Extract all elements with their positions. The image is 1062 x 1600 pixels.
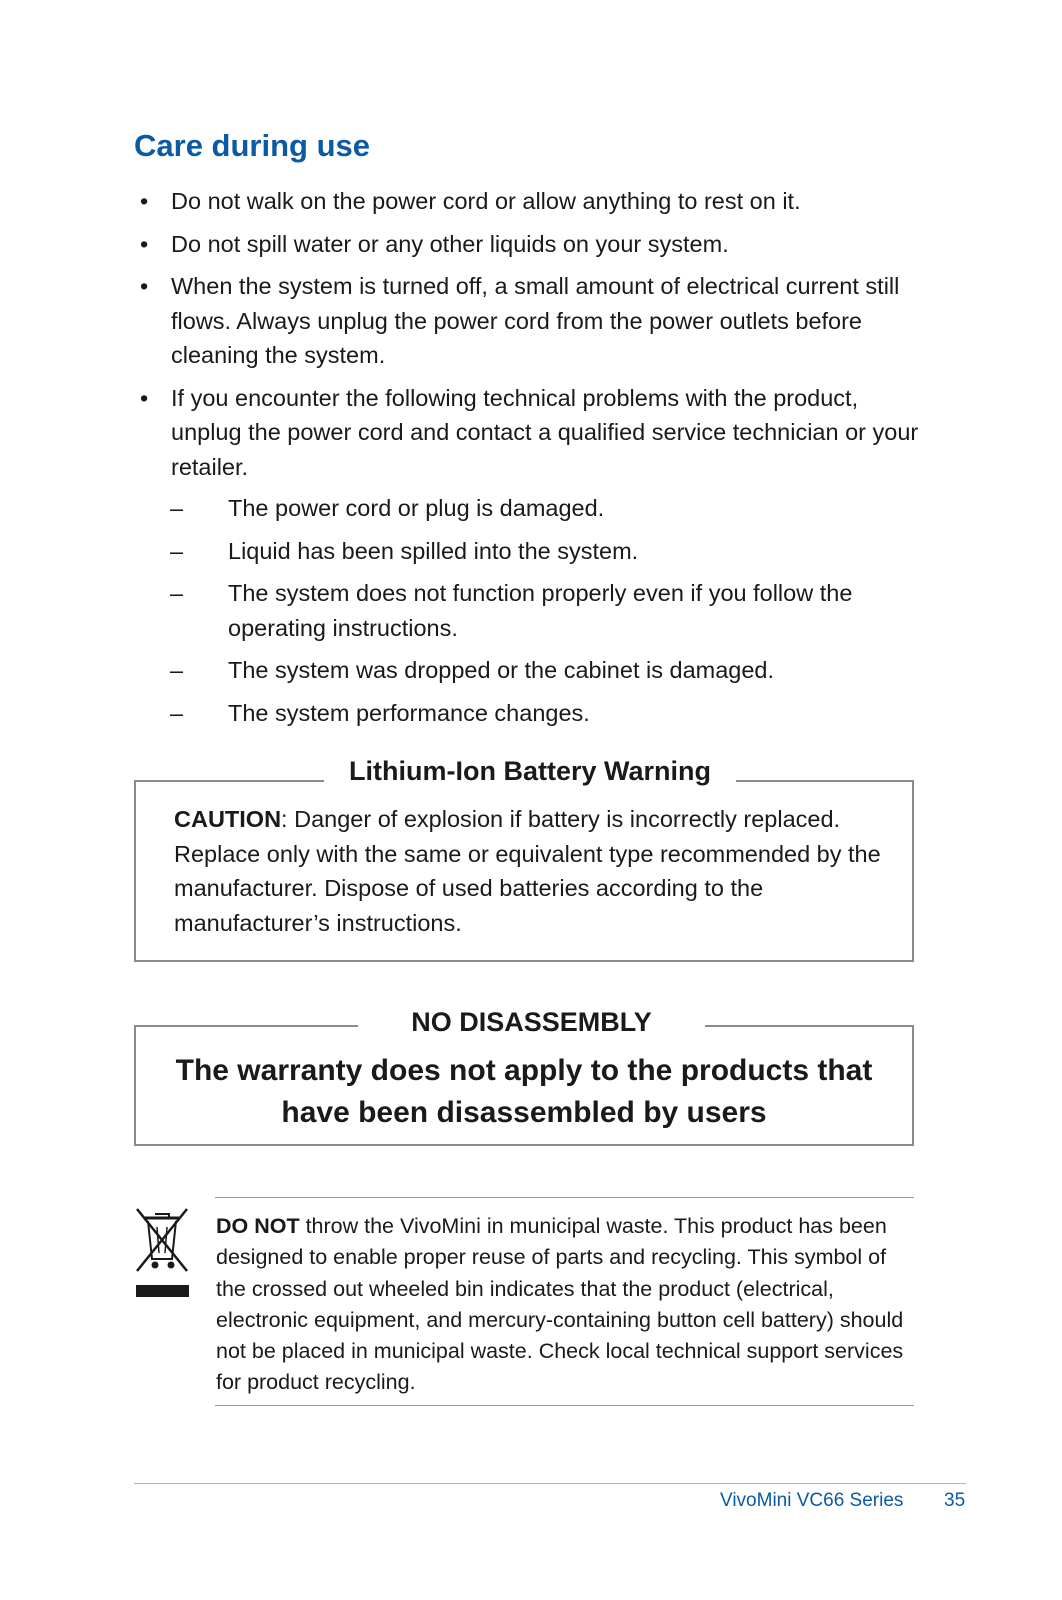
list-item [134, 227, 924, 262]
list-item [134, 269, 924, 373]
recycling-notice [216, 1211, 914, 1399]
no-disassembly-box [134, 1007, 914, 1146]
battery-warning-text [174, 802, 894, 940]
list-item [134, 184, 924, 219]
sub-list-item [170, 576, 890, 645]
sub-list-item [170, 696, 890, 731]
dash-mark: – [170, 495, 184, 521]
bullet-mark: • [140, 384, 149, 411]
no-disassembly-title: NO DISASSEMBLY [358, 1007, 705, 1038]
caution-text: : Danger of explosion if battery is incorrectly replaced. Replace only with the same or equivalent type recommended by the manufacturer. Dispose of used batteries according to the manufacturer’s instructions. [174, 806, 881, 936]
dash-mark: – [170, 537, 184, 564]
bullet-text: Do not spill water or any other liquids on your system. [171, 230, 729, 257]
sub-item-text: The system performance changes. [228, 699, 590, 726]
dash-mark: – [170, 699, 184, 726]
sub-item-text: Liquid has been spilled into the system. [228, 537, 639, 564]
bullet-mark: • [140, 230, 149, 257]
crossed-out-wheeled-bin-icon [135, 1207, 190, 1299]
battery-warning-title: Lithium-Ion Battery Warning [324, 756, 736, 787]
bullet-mark: • [140, 273, 149, 299]
recycling-text: throw the VivoMini in municipal waste. This product has been designed to enable proper reuse of parts and recycling. This symbol of the crossed out wheeled bin indicates that the product (electrical, electronic equipment, and mercury-containing button cell battery) should not be placed in municipal waste. Check local technical support services for product recycling. [216, 1214, 904, 1395]
list-item [134, 381, 924, 485]
divider [215, 1197, 914, 1198]
warranty-notice [136, 1050, 912, 1134]
footer-divider [134, 1483, 966, 1484]
bullet-text: Do not walk on the power cord or allow anything to rest on it. [171, 188, 801, 214]
sub-item-text: The power cord or plug is damaged. [228, 495, 605, 521]
page-number: 35 [944, 1490, 966, 1511]
warranty-notice-line1: The warranty does not apply to the products that [175, 1054, 873, 1087]
sub-item-text: The system was dropped or the cabinet is damaged. [228, 657, 775, 683]
footer-series-name: VivoMini VC66 Series [720, 1490, 904, 1511]
sub-list-item [170, 534, 890, 569]
dash-mark: – [170, 657, 184, 683]
bullet-text: When the system is turned off, a small amount of electrical current still flows. Always unplug the power cord from the power outlets before cleaning the system. [171, 273, 900, 368]
bullet-mark: • [140, 188, 149, 214]
dash-mark: – [170, 580, 184, 606]
care-bullet-list [134, 184, 924, 492]
sub-item-text: The system does not function properly even if you follow the operating instructions. [228, 580, 853, 641]
section-title: Care during use [134, 128, 370, 163]
sub-list-item [170, 491, 890, 526]
warranty-notice-line2: have been disassembled by users [281, 1096, 767, 1129]
sub-list-item [170, 653, 890, 688]
problem-sub-list [170, 491, 890, 738]
divider [215, 1405, 914, 1406]
do-not-label: DO NOT [216, 1214, 300, 1238]
battery-warning-box [134, 756, 914, 962]
caution-label: CAUTION [174, 806, 282, 832]
bullet-text: If you encounter the following technical problems with the product, unplug the power cord and contact a qualified service technician or your retailer. [171, 384, 919, 480]
